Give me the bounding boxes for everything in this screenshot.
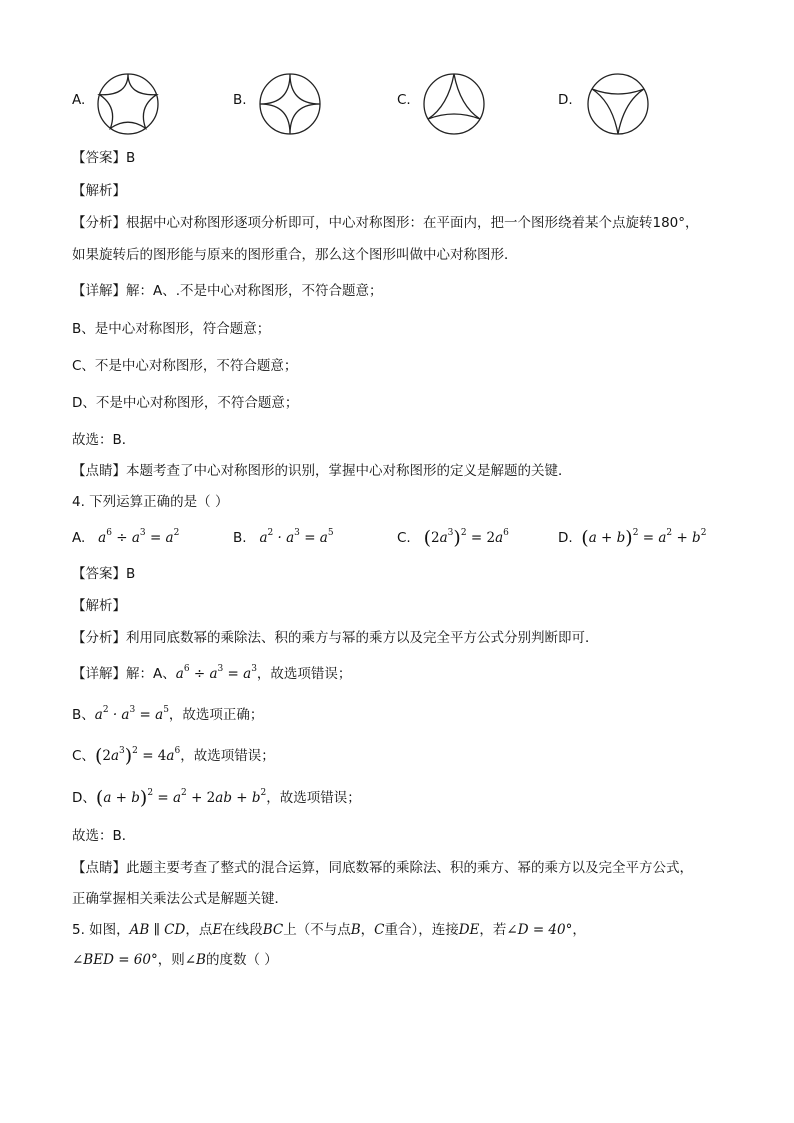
formula: $a^6 \div a^3 = a^2$ [98,528,180,546]
stem-text: ， [360,922,375,938]
q3-fenxi-line2: 如果旋转后的图形能与原来的图形重合，那么这个图形叫做中心对称图形． [72,247,518,263]
q4-answer [72,564,135,584]
q4-sol-c [72,746,275,766]
point-label: B [350,922,361,938]
segment-label: DE [458,922,480,938]
point-label: C [374,922,385,938]
stem-text: 5. 如图， [72,922,130,938]
parallel-expr: AB ∥ CD [129,922,186,938]
q3-jiexi-heading: 【解析】 [72,183,126,199]
q5-stem-line1 [72,920,586,940]
segment-label: BC [262,922,284,938]
q4-dianjing-line1 [72,858,693,878]
option-letter: A. [72,530,86,546]
q3-line-d: D、不是中心对称图形，不符合题意； [72,395,299,411]
angle-expr: ∠B [184,952,206,968]
sol-prefix: D、 [72,790,96,806]
angle-expr: ∠D = 40° [506,922,573,938]
q3-xiangjie-line [72,281,383,301]
q4-option-b [233,528,334,548]
stem-text: 的度数（ ） [205,952,278,968]
q4-sol-d [72,788,361,808]
stem-text: ， [572,922,586,938]
formula: $a^2 \cdot a^3 = a^5$ [259,528,334,546]
fenxi-text: 利用同底数幂的乘除法、积的乘方与幂的乘方以及完全平方公式分别判断即可． [126,630,599,646]
sol-prefix: B、 [72,707,95,723]
q3-answer [72,148,135,168]
sol-prefix: C、 [72,748,95,764]
sol-tail: ，故选项错误； [266,790,361,806]
answer-tag: 【答案】 [72,566,126,582]
answer-tag: 【答案】 [72,150,126,166]
q5-stem-line2 [72,950,278,970]
formula: $a^2 \cdot a^3 = a^5$ [94,705,169,723]
q4-sol-b [72,705,263,725]
fenxi-tag: 【分析】 [72,630,126,646]
formula: $(2a^3)^2 = 4a^6$ [94,745,181,767]
sol-tail: ，故选项错误； [256,666,352,682]
dianjing-text: 本题考查了中心对称图形的识别，掌握中心对称图形的定义是解题的关键． [126,463,572,479]
xiangjie-tag: 【详解】 [72,283,126,299]
q4-option-a [72,528,179,548]
concave-square-figure [258,72,322,136]
stem-text: 重合），连接 [384,922,459,938]
stem-text: ，点 [185,922,213,938]
q3-line-b: B、是中心对称图形，符合题意； [72,321,271,337]
q4-sol-a [72,664,351,684]
q3-fenxi-line1 [72,213,699,233]
q4-guxuan: 故选：B． [72,828,136,844]
q4-option-d [558,528,706,548]
angle-expr: ∠BED = 60° [72,952,158,968]
point-label: E [212,922,223,938]
q3-guxuan: 故选：B． [72,432,136,448]
xiangjie-text: 解：A、.不是中心对称图形，不符合题意； [126,283,383,299]
q3-option-c-letter: C. [397,92,411,108]
sol-tail: ，故选项错误； [180,748,275,764]
option-letter: D. [558,530,573,546]
sol-tail: ，故选项正确； [168,707,264,723]
formula: $(a + b)^2 = a^2 + 2ab + b^2$ [95,787,267,809]
q3-dianjing [72,461,572,481]
xiangjie-tag: 【详解】 [72,666,126,682]
q4-jiexi-heading: 【解析】 [72,598,126,614]
stem-text: ，则 [157,952,185,968]
formula: $(a + b)^2 = a^2 + b^2$ [581,527,707,549]
q4-dianjing-line2: 正确掌握相关乘法公式是解题关键． [72,891,288,907]
concave-pentagon-figure [96,72,160,136]
option-letter: B. [233,530,247,546]
stem-text: ，若 [479,922,507,938]
option-letter: C. [397,530,411,546]
dianjing-text: 此题主要考查了整式的混合运算，同底数幂的乘除法、积的乘方、幂的乘方以及完全平方公式， [126,860,693,876]
concave-triangle-down-figure [586,72,650,136]
stem-text: 上（不与点 [283,922,351,938]
sol-prefix: 解：A、 [126,666,176,682]
formula: $a^6 \div a^3 = a^3$ [175,664,257,682]
dianjing-tag: 【点睛】 [72,860,126,876]
q4-stem: 4. 下列运算正确的是（ ） [72,494,229,510]
q3-line-c: C、不是中心对称图形，不符合题意； [72,358,298,374]
formula: $(2a^3)^2 = 2a^6$ [423,527,509,549]
concave-triangle-figure [422,72,486,136]
q3-option-b-letter: B. [233,92,247,108]
dianjing-tag: 【点睛】 [72,463,126,479]
fenxi-text: 根据中心对称图形逐项分析即可，中心对称图形：在平面内，把一个图形绕着某个点旋转180°， [126,215,699,231]
q4-fenxi [72,628,599,648]
fenxi-tag: 【分析】 [72,215,126,231]
q3-option-a-letter: A. [72,92,86,108]
stem-text: 在线段 [222,922,263,938]
answer-value: B [126,150,136,166]
answer-value: B [126,566,136,582]
q3-option-d-letter: D. [558,92,573,108]
q4-option-c [397,528,509,548]
